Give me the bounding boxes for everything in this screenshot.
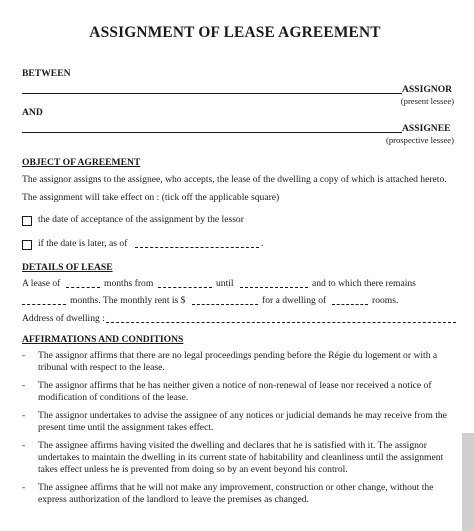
option-2-label: if the date is later, as of (38, 238, 128, 249)
address-label: Address of dwelling : (22, 313, 105, 324)
affirmation-5-line-2: express authorization of the landlord to leave the premises as changed. (38, 494, 309, 505)
remaining-months-field[interactable] (22, 304, 66, 305)
affirmation-2-line-1: The assignor affirms that he has neither given a notice of non-renewal of lease nor received a notice of (38, 380, 432, 391)
assignee-label: ASSIGNEE (402, 123, 451, 134)
lease-row1-a: A lease of (22, 278, 61, 289)
affirmation-3-line-1: The assignor undertakes to advise the assignee of any notices or judicial demands he may receive from the (38, 410, 447, 421)
acceptance-date-checkbox[interactable] (22, 216, 32, 226)
lease-row1-c: until (216, 278, 234, 289)
lease-row1-b: months from (104, 278, 154, 289)
lease-row2-c: rooms. (372, 295, 399, 306)
affirmation-3-bullet: - (22, 410, 26, 421)
between-label: BETWEEN (22, 68, 71, 79)
affirmation-4-line-3: takes effect unless he is prevented from doing so by an event beyond his control. (38, 464, 348, 475)
assignor-sublabel: (present lessee) (400, 96, 454, 106)
assignor-name-line[interactable] (22, 93, 402, 94)
affirmation-5-bullet: - (22, 482, 26, 493)
affirmation-4-bullet: - (22, 440, 26, 451)
option-2-suffix: . (261, 238, 264, 249)
affirmation-2-bullet: - (22, 380, 26, 391)
assignee-name-line[interactable] (22, 132, 402, 133)
rooms-field[interactable] (332, 304, 368, 305)
affirmation-4-line-2: undertakes to maintain the dwelling in its current state of habitability and cleanliness until the assignment (38, 452, 444, 463)
affirmation-1-line-2: tribunal with respect to the lease. (38, 362, 165, 373)
affirmation-4-line-1: The assignee affirms having visited the dwelling and declares that he is satisfied with it. The assignor (38, 440, 427, 451)
later-date-field[interactable] (135, 247, 259, 248)
affirmation-1-bullet: - (22, 350, 26, 361)
monthly-rent-field[interactable] (192, 304, 258, 305)
assignee-sublabel: (prospective lessee) (385, 135, 454, 145)
lease-heading: DETAILS OF LEASE (22, 262, 113, 273)
lease-end-field[interactable] (240, 287, 308, 288)
affirmations-heading: AFFIRMATIONS AND CONDITIONS (22, 334, 184, 345)
option-1-label: the date of acceptance of the assignment by the lessor (38, 214, 244, 225)
object-line-2: The assignment will take effect on : (tick off the applicable square) (22, 192, 280, 203)
page-edge-shadow (462, 433, 474, 531)
and-label: AND (22, 107, 43, 118)
lease-row2-b: for a dwelling of (262, 295, 327, 306)
document-title: ASSIGNMENT OF LEASE AGREEMENT (89, 24, 381, 41)
assignor-label: ASSIGNOR (402, 84, 453, 95)
lease-start-field[interactable] (158, 287, 212, 288)
lease-row1-d: and to which there remains (312, 278, 416, 289)
affirmation-5-line-1: The assignee affirms that he will not make any improvement, construction or other change, without the (38, 482, 434, 493)
lease-row2-a: months. The monthly rent is $ (70, 295, 186, 306)
object-heading: OBJECT OF AGREEMENT (22, 157, 141, 168)
affirmation-3-line-2: present time until the assignment takes effect. (38, 422, 214, 433)
lease-months-field[interactable] (66, 287, 100, 288)
object-line-1: The assignor assigns to the assignee, who accepts, the lease of the dwelling a copy of which is attached hereto. (22, 174, 447, 185)
affirmation-2-line-2: modification of conditions of the lease. (38, 392, 189, 403)
affirmation-1-line-1: The assignor affirms that there are no legal proceedings pending before the Régie du logement or with a (38, 350, 438, 361)
address-field[interactable] (106, 322, 456, 323)
later-date-checkbox[interactable] (22, 240, 32, 250)
